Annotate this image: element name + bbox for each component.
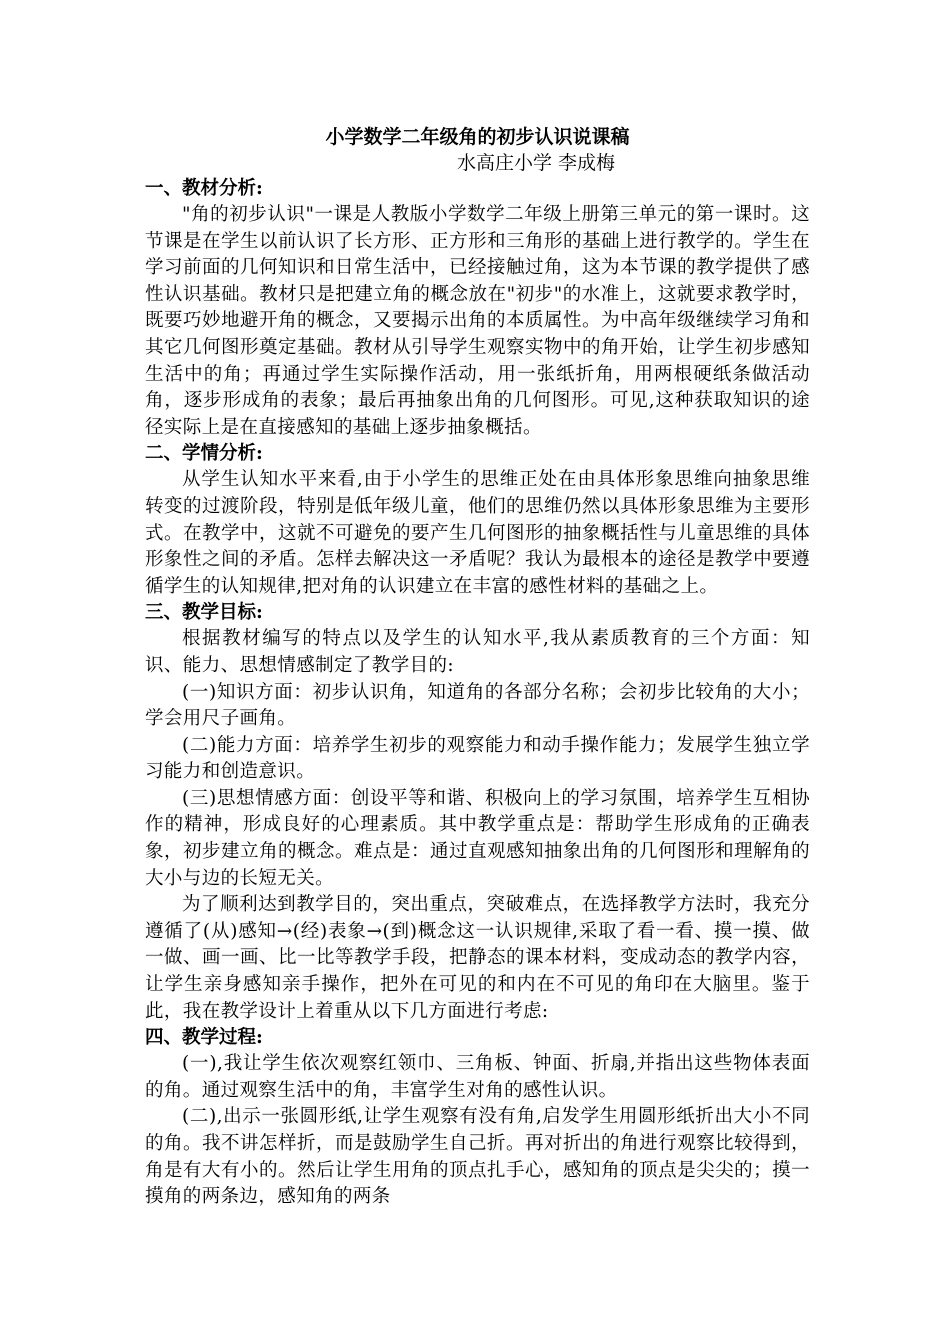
section-paragraph: (二),出示一张圆形纸,让学生观察有没有角,启发学生用圆形纸折出大小不同的角。我不讲怎样折，而是鼓励学生自己折。再对折出的角进行观察比较得到，角是有大有小的。然后让学生用角的顶点扎手心，感知角的顶点是尖尖的；摸一摸角的两条边，感知角的两条 [145,1106,810,1208]
document-title: 小学数学二年级角的初步认识说课稿 [325,126,630,148]
section-teaching-process [145,1025,810,1211]
section-paragraph: (三)思想情感方面：创设平等和谐、积极向上的学习氛围，培养学生互相协作的精神，形成良好的心理素质。其中教学重点是：帮助学生形成角的正确表象，初步建立角的概念。难点是：通过直观感知抽象出角的几何图形和理解角的大小与边的长短无关。 [145,787,810,889]
section-paragraph: (一),我让学生依次观察红领巾、三角板、钟面、折扇,并指出这些物体表面的角。通过观察生活中的角，丰富学生对角的感性认识。 [145,1053,810,1101]
document-page [145,124,810,1211]
section-heading: 二、学情分析: [145,443,263,465]
section-student-analysis [145,441,810,600]
section-paragraph: 从学生认知水平来看,由于小学生的思维正处在由具体形象思维向抽象思维转变的过渡阶段，特别是低年级儿童，他们的思维仍然以具体形象思维为主要形式。在教学中，这就不可避免的要产生几何图形的抽象概括性与儿童思维的具体形象性之间的矛盾。怎样去解决这一矛盾呢？我认为最根本的途径是教学中要遵循学生的认知规律,把对角的认识建立在丰富的感性材料的基础之上。 [145,469,810,597]
section-paragraph: (一)知识方面：初步认识角，知道角的各部分名称；会初步比较角的大小；学会用尺子画角。 [145,681,810,730]
section-textbook-analysis [145,176,810,441]
document-author: 水高庄小学 李成梅 [457,152,616,174]
section-heading: 三、教学目标: [145,602,263,624]
section-paragraph: "角的初步认识"一课是人教版小学数学二年级上册第三单元的第一课时。这节课是在学生以前认识了长方形、正方形和三角形的基础上进行教学的。学生在学习前面的几何知识和日常生活中，已经接触过角，这为本节课的教学提供了感性认识基础。教材只是把建立角的概念放在"初步"的水准上，这就要求教学时，既要巧妙地避开角的概念，又要揭示出角的本质属性。为中高年级继续学习角和其它几何图形奠定基础。教材从引导学生观察实物中的角开始，让学生初步感知生活中的角；再通过学生实际操作活动，用一张纸折角，用两根硬纸条做活动角，逐步形成角的表象；最后再抽象出角的几何图形。可见,这种获取知识的途径实际上是在直接感知的基础上逐步抽象概括。 [145,204,810,438]
section-teaching-goals [145,600,810,1025]
section-heading: 四、教学过程: [145,1027,263,1049]
section-paragraph: (二)能力方面：培养学生初步的观察能力和动手操作能力；发展学生独立学习能力和创造意识。 [145,734,810,783]
section-paragraph: 为了顺利达到教学目的，突出重点，突破难点，在选择教学方法时，我充分遵循了(从)感知→(经)表象→(到)概念这一认识规律,采取了看一看、摸一摸、做一做、画一画、比一比等教学手段，把静态的课本材料，变成动态的教学内容，让学生亲身感知亲手操作，把外在可见的和内在不可见的角印在大脑里。鉴于此，我在教学设计上着重从以下几方面进行考虑: [145,894,810,1022]
section-heading: 一、教材分析: [145,178,263,199]
section-paragraph: 根据教材编写的特点以及学生的认知水平,我从素质教育的三个方面：知识、能力、思想情感制定了教学目的: [145,628,810,676]
